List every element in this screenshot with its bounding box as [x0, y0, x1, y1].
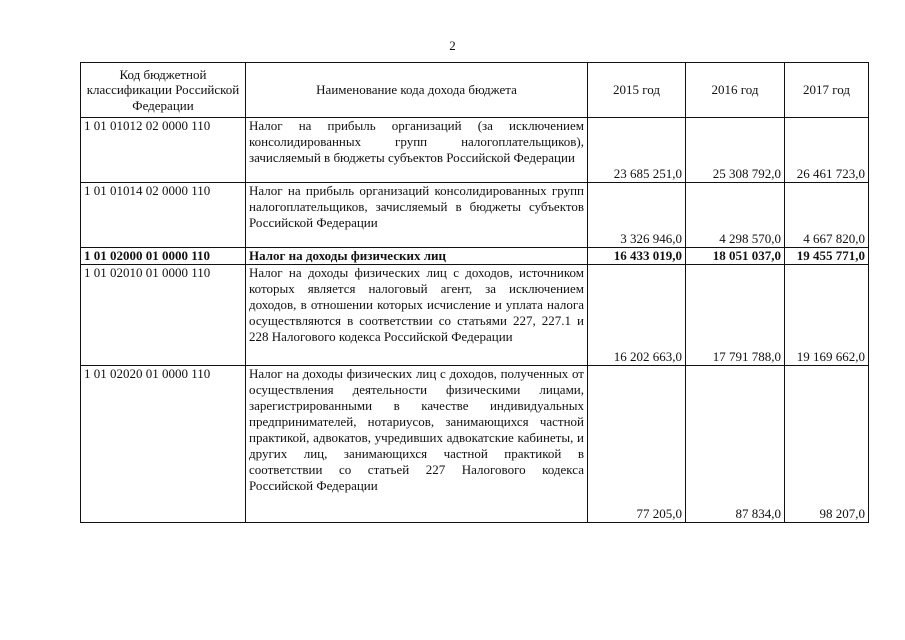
table-row — [81, 118, 869, 183]
row-code: 1 01 02020 01 0000 110 — [81, 366, 246, 523]
row-value-2015: 23 685 251,0 — [588, 118, 686, 183]
row-value-2017: 19 169 662,0 — [785, 265, 869, 366]
row-value-2016: 18 051 037,0 — [686, 248, 785, 265]
header-name: Наименование кода дохода бюджета — [246, 63, 588, 118]
header-2015: 2015 год — [588, 63, 686, 118]
row-value-2017: 98 207,0 — [785, 366, 869, 523]
row-value-2015: 77 205,0 — [588, 366, 686, 523]
row-name: Налог на доходы физических лиц с доходов, источником которых является налоговый агент, за исключением доходов, в отношении которых исчисление и уплата налога осуществляются в соответствии со статьями 227, 227.1 и 228 Налогового кодекса Российской Федерации — [246, 265, 588, 366]
row-code: 1 01 01012 02 0000 110 — [81, 118, 246, 183]
header-code: Код бюджетной классификации Российской Федерации — [81, 63, 246, 118]
row-value-2017: 4 667 820,0 — [785, 183, 869, 248]
row-code: 1 01 02000 01 0000 110 — [81, 248, 246, 265]
row-value-2017: 26 461 723,0 — [785, 118, 869, 183]
row-value-2016: 87 834,0 — [686, 366, 785, 523]
row-name: Налог на прибыль организаций консолидированных групп налогоплательщиков, зачисляемый в бюджеты субъектов Российской Федерации — [246, 183, 588, 248]
row-value-2016: 4 298 570,0 — [686, 183, 785, 248]
table-header-row — [81, 63, 869, 118]
budget-revenue-table — [80, 62, 869, 523]
row-value-2016: 17 791 788,0 — [686, 265, 785, 366]
row-value-2016: 25 308 792,0 — [686, 118, 785, 183]
row-value-2015: 3 326 946,0 — [588, 183, 686, 248]
table-row — [81, 183, 869, 248]
page-number: 2 — [449, 38, 456, 53]
table-row — [81, 265, 869, 366]
row-code: 1 01 02010 01 0000 110 — [81, 265, 246, 366]
row-name: Налог на доходы физических лиц с доходов, полученных от осуществления деятельности физическими лицами, зарегистрированными в качестве индивидуальных предпринимателей, нотариусов, занимающихся частной практикой, адвокатов, учредивших адвокатские кабинеты, и других лиц, занимающихся частной практикой в соответствии со статьей 227 Налогового кодекса Российской Федерации — [246, 366, 588, 523]
row-value-2015: 16 202 663,0 — [588, 265, 686, 366]
row-value-2017: 19 455 771,0 — [785, 248, 869, 265]
table-row-total — [81, 248, 869, 265]
row-value-2015: 16 433 019,0 — [588, 248, 686, 265]
row-code: 1 01 01014 02 0000 110 — [81, 183, 246, 248]
table-row — [81, 366, 869, 523]
header-2017: 2017 год — [785, 63, 869, 118]
header-2016: 2016 год — [686, 63, 785, 118]
row-name: Налог на доходы физических лиц — [246, 248, 588, 265]
row-name: Налог на прибыль организаций (за исключением консолидированных групп налогоплательщиков), зачисляемый в бюджеты субъектов Российской Федерации — [246, 118, 588, 183]
